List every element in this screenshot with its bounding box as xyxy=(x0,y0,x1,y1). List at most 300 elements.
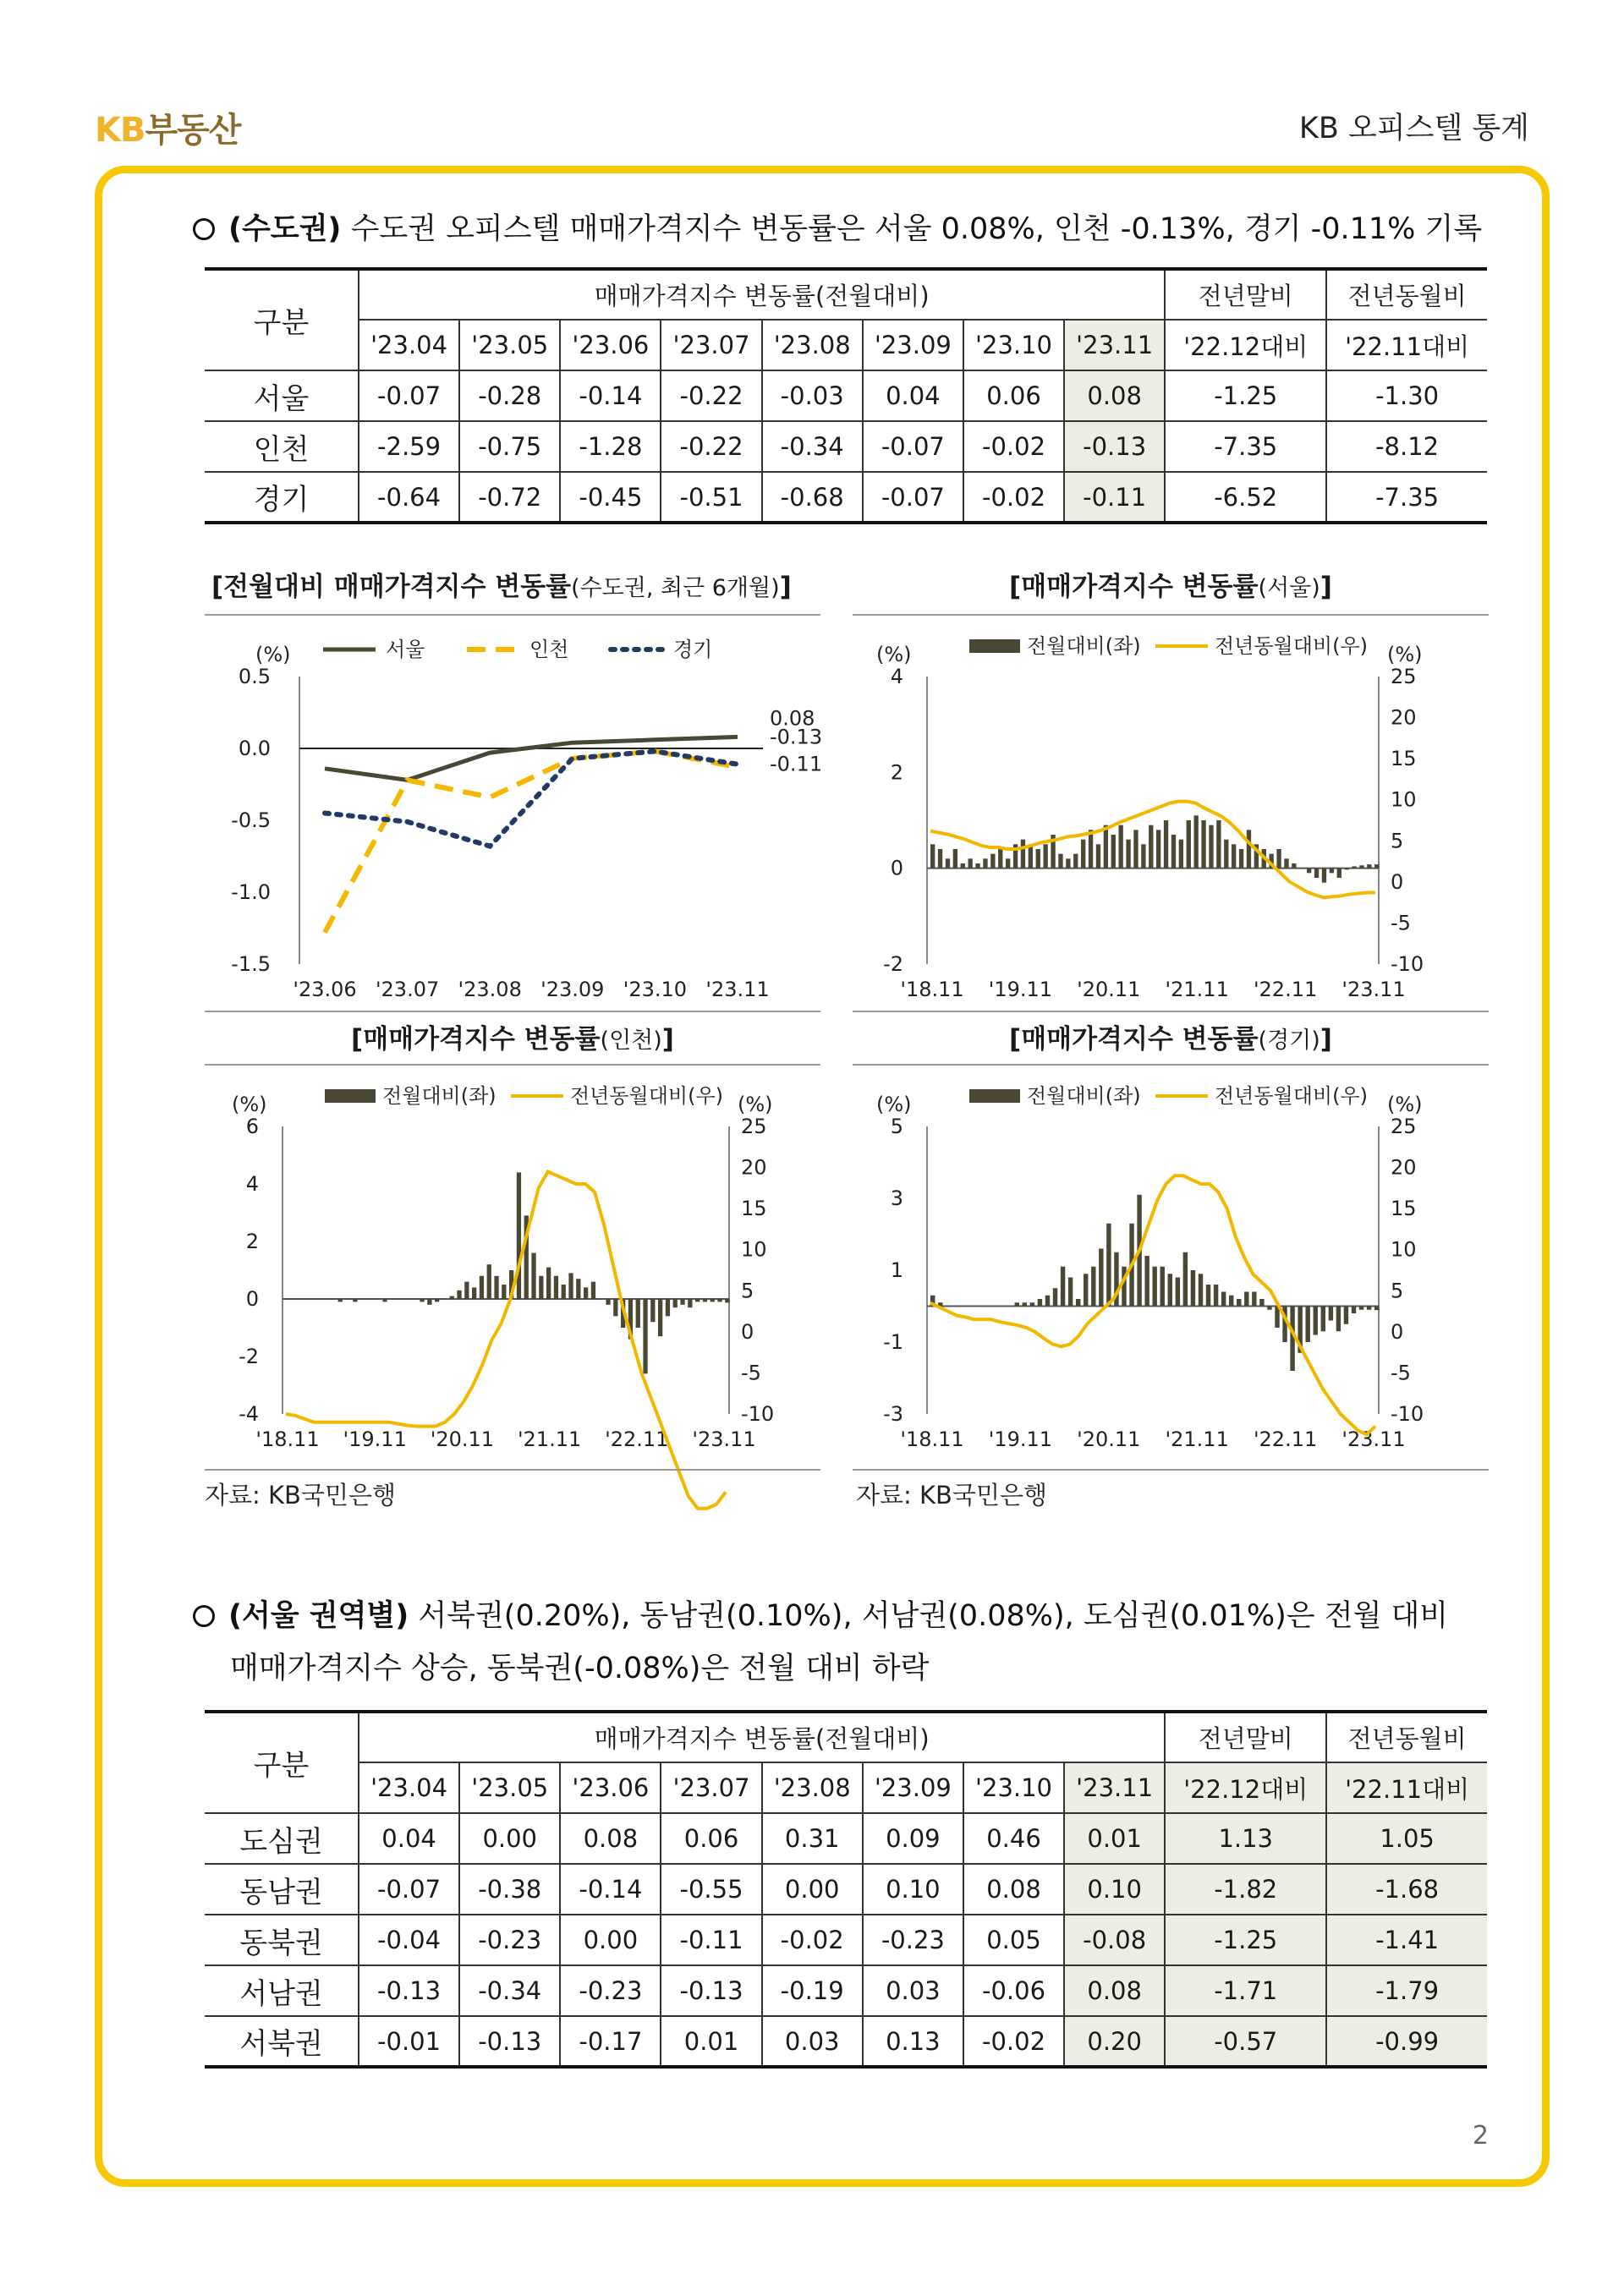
y-tick-label-left: -1 xyxy=(883,1330,903,1354)
table-cell: -0.13 xyxy=(1064,421,1165,472)
table-cell: -0.23 xyxy=(863,1915,963,1965)
bar xyxy=(584,1287,588,1299)
y-tick-label-left: 0 xyxy=(245,1287,259,1311)
legend-label: 전년동월대비(우) xyxy=(1215,634,1369,658)
bar xyxy=(1122,1267,1126,1307)
bar xyxy=(502,1285,506,1299)
bar xyxy=(1224,840,1228,869)
y-tick-label-left: 2 xyxy=(890,760,903,785)
bar xyxy=(1183,1252,1188,1307)
table-cell: -0.64 xyxy=(359,472,459,523)
table-cell: 0.09 xyxy=(863,1813,963,1864)
x-tick-label: '23.11 xyxy=(705,978,770,1001)
bar xyxy=(420,1299,424,1301)
table-cell: 0.03 xyxy=(762,2016,863,2067)
bar xyxy=(1352,1307,1356,1314)
bar xyxy=(457,1290,461,1299)
bar xyxy=(1284,858,1288,868)
bar xyxy=(591,1282,595,1299)
table-cell: 0.06 xyxy=(661,1813,761,1864)
bar xyxy=(331,1299,335,1300)
chart1-title: [전월대비 매매가격지수 변동률(수도권, 최근 6개월)] xyxy=(211,572,792,602)
bar xyxy=(1036,849,1040,869)
bar xyxy=(599,1299,603,1300)
bar xyxy=(983,858,987,868)
y-tick-label-right: -10 xyxy=(741,1402,775,1426)
table-cell: 1.13 xyxy=(1165,1813,1326,1864)
bar xyxy=(1259,1299,1264,1307)
table-cell: -0.45 xyxy=(560,472,661,523)
bar xyxy=(1053,1288,1057,1306)
bar xyxy=(998,849,1002,869)
page-number: 2 xyxy=(1472,2121,1489,2151)
y-unit-label-left: (%) xyxy=(876,643,912,666)
bar xyxy=(1106,1224,1111,1307)
section2-heading-line2: 매매가격지수 상승, 동북권(-0.08%)은 전월 대비 하락 xyxy=(230,1652,930,1685)
month-header: '23.06 xyxy=(560,1762,661,1813)
y-tick-label: -1.0 xyxy=(231,880,271,904)
y-tick-label-right: -5 xyxy=(1391,911,1411,935)
bar xyxy=(1247,830,1251,868)
x-tick-label: '21.11 xyxy=(1165,1427,1229,1451)
bar xyxy=(1179,840,1183,869)
bar xyxy=(636,1299,640,1328)
divider xyxy=(205,1064,820,1066)
y-tick-label-right: 5 xyxy=(1391,829,1404,853)
y-tick-label-left: 6 xyxy=(245,1115,259,1138)
bar xyxy=(1099,1249,1103,1307)
bar xyxy=(472,1287,476,1299)
table-cell: -0.75 xyxy=(459,421,560,472)
x-tick-label: '19.11 xyxy=(988,978,1053,1001)
row-label: 인천 xyxy=(205,421,359,472)
y-tick-label-left: 3 xyxy=(890,1186,903,1210)
source-note: 자료: KB국민은행 xyxy=(856,1481,1047,1510)
bar xyxy=(717,1299,721,1301)
bullet-circle-icon xyxy=(193,218,215,240)
bar xyxy=(450,1296,454,1299)
table-cell: -0.99 xyxy=(1326,2016,1487,2067)
side-sub-header: '22.12대비 xyxy=(1165,320,1326,370)
legend-swatch-bar xyxy=(325,1089,376,1103)
bar xyxy=(1164,820,1168,869)
bar xyxy=(688,1299,692,1307)
chart2-title: [매매가격지수 변동률(서울)] xyxy=(1009,572,1332,602)
table-cell: -0.02 xyxy=(762,1915,863,1965)
bar xyxy=(1168,1274,1172,1306)
bar xyxy=(938,849,942,869)
bar xyxy=(315,1299,320,1300)
bar xyxy=(1314,1307,1318,1335)
section2-heading: (서울 권역별) 서북권(0.20%), 동남권(0.10%), 서남권(0.08%), 도심권(0.01%)은 전월 대비 xyxy=(193,1590,1448,1642)
bar xyxy=(1237,1299,1241,1307)
bar xyxy=(1111,835,1116,869)
bar xyxy=(710,1299,715,1301)
table-cell: -0.14 xyxy=(560,370,661,421)
bar xyxy=(413,1299,417,1300)
chart-capital-region-line xyxy=(205,617,823,1015)
row-label: 서북권 xyxy=(205,2016,359,2067)
x-tick-label: '19.11 xyxy=(988,1427,1053,1451)
x-tick-label: '23.09 xyxy=(540,978,605,1001)
table-cell: -0.13 xyxy=(661,1965,761,2016)
x-tick-label: '21.11 xyxy=(517,1427,582,1451)
divider xyxy=(205,1011,820,1012)
yoy-line xyxy=(286,1171,726,1508)
table-cell: -1.25 xyxy=(1165,370,1326,421)
row-label: 동북권 xyxy=(205,1915,359,1965)
bar xyxy=(1152,1267,1156,1307)
table-cell: -0.07 xyxy=(359,370,459,421)
series-line-0 xyxy=(325,737,738,780)
table-cell: -0.34 xyxy=(459,1965,560,2016)
bar xyxy=(1336,1307,1341,1332)
table-cell: -1.68 xyxy=(1326,1864,1487,1915)
month-header: '23.09 xyxy=(863,1762,963,1813)
row-label: 경기 xyxy=(205,472,359,523)
bar xyxy=(531,1253,535,1299)
bar xyxy=(435,1299,439,1301)
bar xyxy=(1096,844,1100,868)
y-tick-label-right: 20 xyxy=(1391,1155,1417,1180)
bar xyxy=(1156,830,1160,868)
table-cell: 0.20 xyxy=(1064,2016,1165,2067)
bar xyxy=(376,1299,380,1300)
end-value-label: 0.08 xyxy=(770,706,815,731)
bar xyxy=(975,863,979,869)
table-cell: -0.19 xyxy=(762,1965,863,2016)
x-tick-label: '22.11 xyxy=(1253,1427,1318,1451)
y-tick-label-right: 15 xyxy=(741,1197,767,1221)
y-unit-label-left: (%) xyxy=(876,1093,912,1116)
bar xyxy=(1292,863,1296,869)
y-tick-label: -1.5 xyxy=(231,952,271,976)
month-header: '23.06 xyxy=(560,320,661,370)
table-cell: -1.25 xyxy=(1165,1915,1326,1965)
source-note: 자료: KB국민은행 xyxy=(205,1481,396,1510)
y-tick-label-right: 10 xyxy=(741,1237,767,1262)
bar xyxy=(368,1299,372,1300)
table-cell: 0.08 xyxy=(1064,1965,1165,2016)
table-cell: -1.82 xyxy=(1165,1864,1326,1915)
table-cell: -0.02 xyxy=(963,472,1064,523)
table-cell: 0.08 xyxy=(963,1864,1064,1915)
y-tick-label-right: 25 xyxy=(741,1115,767,1138)
row-label: 도심권 xyxy=(205,1813,359,1864)
bar xyxy=(1023,1302,1027,1306)
divider xyxy=(205,1469,820,1471)
table-cell: 0.04 xyxy=(359,1813,459,1864)
bar xyxy=(658,1299,662,1336)
bar xyxy=(961,863,965,869)
bar xyxy=(405,1299,409,1300)
legend-swatch-bar xyxy=(969,639,1020,653)
y-tick-label-right: 15 xyxy=(1391,747,1417,771)
table-cell: 0.31 xyxy=(762,1813,863,1864)
bar xyxy=(1252,1292,1256,1307)
bar xyxy=(1045,1296,1050,1307)
bar xyxy=(1066,858,1070,868)
table-cell: 0.05 xyxy=(963,1915,1064,1965)
y-tick-label-right: 25 xyxy=(1391,665,1417,688)
y-tick-label-right: 0 xyxy=(1391,1319,1404,1344)
series-line-2 xyxy=(325,751,738,846)
month-header: '23.10 xyxy=(963,320,1064,370)
bar xyxy=(666,1299,670,1316)
y-unit-label-right: (%) xyxy=(738,1093,773,1116)
bar xyxy=(1209,825,1213,869)
table-cell: -0.07 xyxy=(863,472,963,523)
bar xyxy=(1133,830,1138,868)
row-label: 서울 xyxy=(205,370,359,421)
table-cell: 0.00 xyxy=(459,1813,560,1864)
y-unit-label: (%) xyxy=(255,643,291,666)
y-tick-label-left: 4 xyxy=(890,665,903,688)
chart-gyeonggi-bar xyxy=(853,1067,1489,1465)
end-value-label: -0.13 xyxy=(770,725,823,749)
bar xyxy=(1191,1270,1195,1307)
bar xyxy=(725,1299,729,1302)
bar xyxy=(1344,1307,1348,1324)
x-tick-label: '23.11 xyxy=(1341,1427,1406,1451)
bar xyxy=(990,854,995,869)
y-tick-label-left: -2 xyxy=(239,1345,259,1368)
y-tick-label-right: -5 xyxy=(741,1361,761,1385)
x-tick-label: '22.11 xyxy=(1253,978,1318,1001)
table-capital-region xyxy=(205,267,1487,524)
divider xyxy=(853,1011,1489,1012)
bar xyxy=(1038,1299,1042,1307)
y-tick-label-right: 20 xyxy=(741,1155,767,1180)
bar xyxy=(680,1299,684,1305)
table-cell: -2.59 xyxy=(359,421,459,472)
y-tick-label-right: 0 xyxy=(1391,869,1404,894)
bar xyxy=(695,1299,700,1301)
x-tick-label: '20.11 xyxy=(430,1427,495,1451)
bar xyxy=(1305,1307,1309,1343)
bar xyxy=(1359,1307,1363,1310)
table-cell: -0.55 xyxy=(661,1864,761,1915)
month-header: '23.05 xyxy=(459,320,560,370)
bar xyxy=(1214,1285,1218,1307)
bar xyxy=(494,1276,498,1299)
table-cell: -0.06 xyxy=(963,1965,1064,2016)
bar xyxy=(1367,1307,1371,1310)
bar xyxy=(1206,1285,1210,1307)
y-tick-label-left: 0 xyxy=(890,856,903,880)
table-cell: -6.52 xyxy=(1165,472,1326,523)
bar xyxy=(946,858,950,868)
x-tick-label: '23.11 xyxy=(692,1427,756,1451)
bar xyxy=(1091,1267,1095,1307)
table-cell: -1.30 xyxy=(1326,370,1487,421)
y-tick-label-left: -2 xyxy=(883,952,903,976)
bar xyxy=(1221,1292,1226,1307)
bar xyxy=(1232,844,1236,868)
table-cell: -0.11 xyxy=(661,1915,761,1965)
side-sub-header: '22.11대비 xyxy=(1326,1762,1487,1813)
y-tick-label-left: 1 xyxy=(890,1258,903,1282)
bar xyxy=(382,1299,387,1301)
table-cell: -7.35 xyxy=(1326,472,1487,523)
x-tick-label: '23.10 xyxy=(623,978,688,1001)
bar xyxy=(1187,820,1191,869)
side-sub-header: '22.12대비 xyxy=(1165,1762,1326,1813)
table-cell: -0.72 xyxy=(459,472,560,523)
table-cell: 0.08 xyxy=(1064,370,1165,421)
x-tick-label: '20.11 xyxy=(1077,1427,1141,1451)
month-header: '23.05 xyxy=(459,1762,560,1813)
bar xyxy=(1044,844,1048,868)
bar xyxy=(1194,815,1199,868)
row-label: 동남권 xyxy=(205,1864,359,1915)
y-tick-label-left: 5 xyxy=(890,1115,903,1138)
table-header-group: 구분 xyxy=(205,269,359,370)
table-cell: 0.06 xyxy=(963,370,1064,421)
table-cell: -0.13 xyxy=(359,1965,459,2016)
bar xyxy=(301,1299,305,1300)
table-row xyxy=(205,370,1487,421)
bar xyxy=(1081,840,1085,869)
table-cell: 1.05 xyxy=(1326,1813,1487,1864)
y-tick-label-right: -10 xyxy=(1391,952,1424,976)
legend-label: 전월대비(좌) xyxy=(382,1084,497,1108)
bar xyxy=(1176,1278,1180,1307)
y-unit-label-right: (%) xyxy=(1387,1093,1423,1116)
table-cell: -7.35 xyxy=(1165,421,1326,472)
table-cell: -0.02 xyxy=(963,2016,1064,2067)
table-cell: -0.07 xyxy=(863,421,963,472)
bullet-circle-icon xyxy=(193,1605,215,1627)
legend-label: 서울 xyxy=(386,638,425,661)
table-cell: 0.13 xyxy=(863,2016,963,2067)
legend-label: 경기 xyxy=(673,638,713,661)
month-header: '23.08 xyxy=(762,320,863,370)
table-cell: -0.38 xyxy=(459,1864,560,1915)
bar xyxy=(1119,825,1123,869)
divider xyxy=(853,1064,1489,1066)
table-row xyxy=(205,1915,1487,1965)
bar xyxy=(968,858,973,868)
table-cell: 0.46 xyxy=(963,1813,1064,1864)
x-tick-label: '18.11 xyxy=(900,978,964,1001)
y-tick-label-right: 25 xyxy=(1391,1115,1417,1138)
y-tick-label-left: -4 xyxy=(239,1402,259,1426)
table-cell: -0.51 xyxy=(661,472,761,523)
bar xyxy=(1244,1292,1248,1307)
bar xyxy=(464,1282,469,1299)
x-tick-label: '21.11 xyxy=(1165,978,1229,1001)
y-tick-label-right: -5 xyxy=(1391,1361,1411,1385)
bar xyxy=(1337,869,1341,878)
y-tick-label-right: 15 xyxy=(1391,1197,1417,1221)
table-row xyxy=(205,1813,1487,1864)
y-unit-label-left: (%) xyxy=(232,1093,267,1116)
table-cell: -1.41 xyxy=(1326,1915,1487,1965)
table-cell: -1.71 xyxy=(1165,1965,1326,2016)
bar xyxy=(1321,1307,1325,1332)
bar xyxy=(1345,869,1349,870)
table-cell: 0.04 xyxy=(863,370,963,421)
table-cell: -0.03 xyxy=(762,370,863,421)
bar xyxy=(323,1299,327,1300)
table-cell: -0.23 xyxy=(560,1965,661,2016)
table-header-main: 매매가격지수 변동률(전월대비) xyxy=(359,1712,1165,1762)
bar xyxy=(1201,820,1205,869)
bar xyxy=(613,1299,617,1316)
bar xyxy=(1267,1307,1271,1310)
table-cell: -0.02 xyxy=(963,421,1064,472)
bar xyxy=(1030,1302,1034,1306)
table-row xyxy=(205,2016,1487,2067)
bar xyxy=(1058,854,1062,869)
table-seoul-districts xyxy=(205,1710,1487,2069)
table-cell: -0.01 xyxy=(359,2016,459,2067)
bar xyxy=(1144,1256,1149,1307)
bar xyxy=(1084,1274,1088,1306)
x-tick-label: '23.07 xyxy=(375,978,440,1001)
bar xyxy=(606,1299,610,1305)
y-tick-label-left: 2 xyxy=(245,1230,259,1253)
bar xyxy=(338,1299,343,1301)
table-header-side: 전년동월비 xyxy=(1326,1712,1487,1762)
section1-heading: (수도권) 수도권 오피스텔 매매가격지수 변동률은 서울 0.08%, 인천 -0.13%, 경기 -0.11% 기록 xyxy=(193,203,1482,255)
bar xyxy=(286,1299,290,1300)
bar xyxy=(517,1172,521,1299)
bar xyxy=(568,1273,573,1299)
month-header: '23.10 xyxy=(963,1762,1064,1813)
table-header-side: 전년동월비 xyxy=(1326,269,1487,320)
table-cell: -8.12 xyxy=(1326,421,1487,472)
bar xyxy=(1359,865,1363,868)
bar xyxy=(953,849,957,869)
document-title: KB 오피스텔 통계 xyxy=(1298,112,1529,145)
table-cell: -1.28 xyxy=(560,421,661,472)
table-cell: -0.57 xyxy=(1165,2016,1326,2067)
legend-swatch-bar xyxy=(969,1089,1020,1103)
bar xyxy=(442,1299,447,1300)
y-tick-label-right: -10 xyxy=(1391,1402,1424,1426)
bar xyxy=(1367,864,1371,869)
bar xyxy=(1160,1267,1165,1307)
bar xyxy=(673,1299,678,1307)
bar xyxy=(1329,1307,1333,1321)
chart4-title: [매매가격지수 변동률(경기)] xyxy=(1009,1024,1332,1055)
table-cell: 0.10 xyxy=(863,1864,963,1915)
legend-label: 전년동월대비(우) xyxy=(570,1084,724,1108)
table-cell: 0.08 xyxy=(560,1813,661,1864)
month-header: '23.07 xyxy=(661,320,761,370)
table-header-side: 전년말비 xyxy=(1165,269,1326,320)
table-cell: 0.01 xyxy=(1064,1813,1165,1864)
legend-label: 전월대비(좌) xyxy=(1027,1084,1141,1108)
x-tick-label: '20.11 xyxy=(1077,978,1141,1001)
chart-seoul-bar xyxy=(853,617,1489,1015)
bar xyxy=(360,1299,365,1300)
y-tick-label: -0.5 xyxy=(231,808,271,832)
chart3-title: [매매가격지수 변동률(인천)] xyxy=(351,1024,674,1055)
table-cell: 0.00 xyxy=(762,1864,863,1915)
bar xyxy=(1352,866,1356,868)
legend-label: 전년동월대비(우) xyxy=(1215,1084,1369,1108)
table-cell: -0.08 xyxy=(1064,1915,1165,1965)
bar xyxy=(294,1299,298,1300)
table-header-main: 매매가격지수 변동률(전월대비) xyxy=(359,269,1165,320)
table-header-side: 전년말비 xyxy=(1165,1712,1326,1762)
table-cell: 0.00 xyxy=(560,1915,661,1965)
table-cell: -0.11 xyxy=(1064,472,1165,523)
bar xyxy=(1089,830,1093,868)
